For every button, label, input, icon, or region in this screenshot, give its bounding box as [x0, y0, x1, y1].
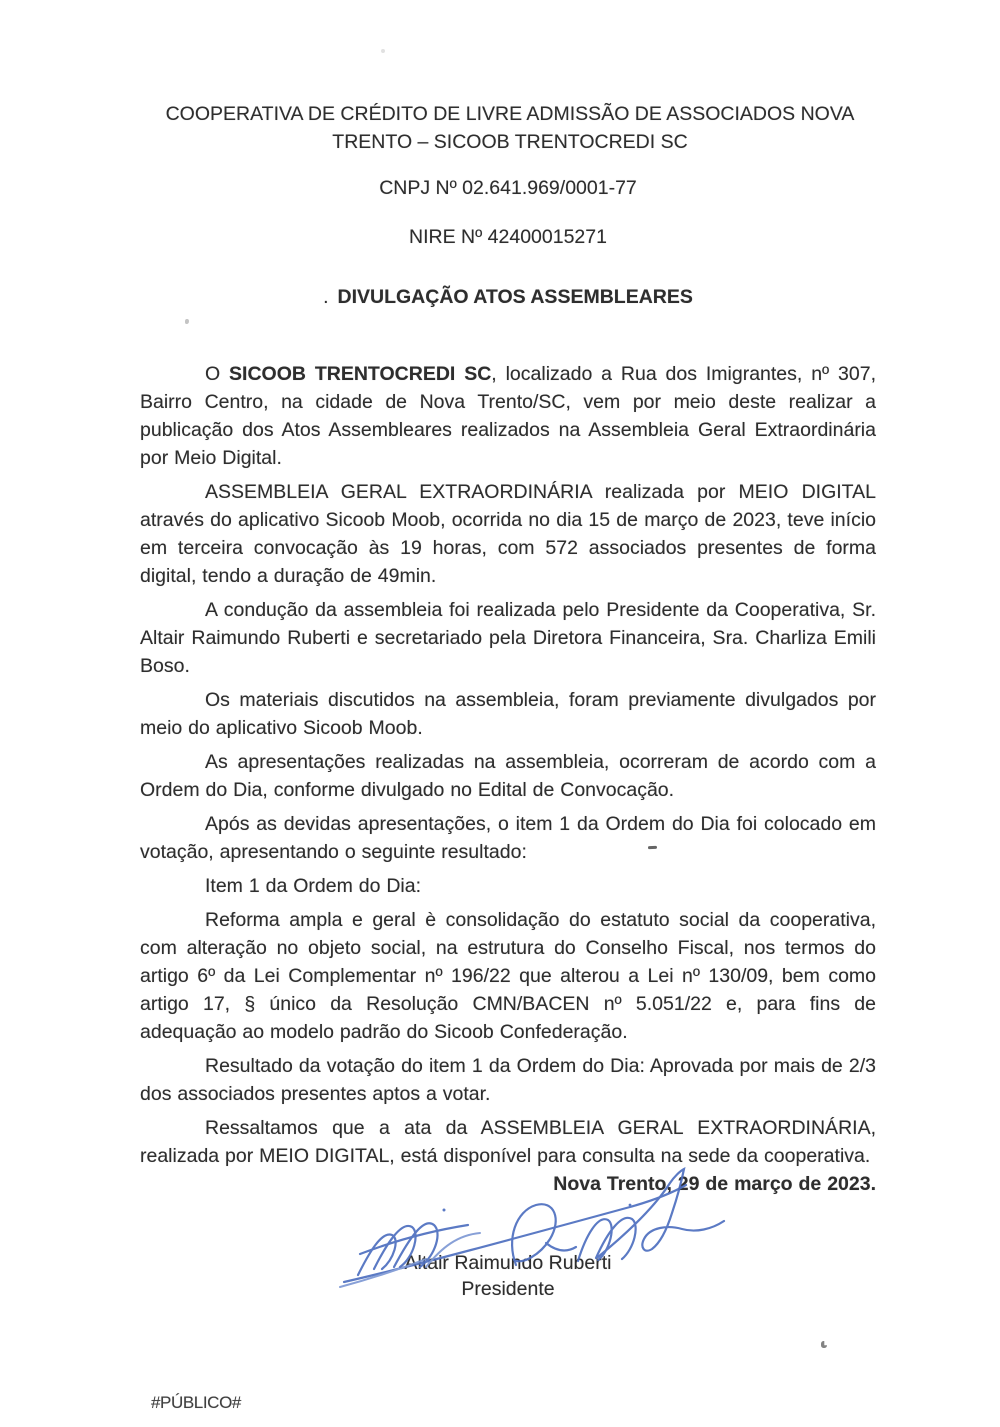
scan-artifact-dash	[648, 846, 657, 849]
intro-rest: , localizado a Rua dos Imigrantes, nº 307, Bairro Centro, na cidade de Nova Trento/SC, vem por meio deste realizar a publicação dos Atos Assembleares realizados na Assembleia Geral Extraordinária por Meio Digital.	[140, 363, 876, 469]
nire-line: NIRE Nº 42400015271	[409, 226, 607, 248]
company-name-bold: SICOOB TRENTOCREDI SC	[229, 363, 492, 385]
title-text: DIVULGAÇÃO ATOS ASSEMBLEARES	[337, 286, 693, 308]
paragraph-materiais: Os materiais discutidos na assembleia, foram previamente divulgados por meio do aplicativo Sicoob Moob.	[140, 689, 876, 739]
signatory-role: Presidente	[461, 1278, 555, 1300]
intro-prefix: O	[205, 363, 230, 385]
date-line: Nova Trento, 29 de março de 2023.	[553, 1173, 876, 1195]
document-body	[140, 101, 876, 1302]
signature-block	[140, 1250, 876, 1302]
paragraph-votacao: Após as devidas apresentações, o item 1 da Ordem do Dia foi colocado em votação, apresentando o seguinte resultado:	[140, 813, 876, 863]
org-name-line1: COOPERATIVA DE CRÉDITO DE LIVRE ADMISSÃO DE ASSOCIADOS NOVA	[165, 103, 855, 125]
signatory-name: Altair Raimundo Ruberti	[404, 1252, 612, 1274]
document-title	[140, 283, 876, 311]
paragraph-assembleia-digital: ASSEMBLEIA GERAL EXTRAORDINÁRIA realizada por MEIO DIGITAL através do aplicativo Sicoob Moob, ocorrida no dia 15 de março de 2023, teve início em terceira convocação às 19 horas, com 572 associados presentes de forma digital, tendo a duração de 49min.	[140, 481, 876, 587]
paragraph-reforma-estatuto: Reforma ampla e geral è consolidação do estatuto social da cooperativa, com alteração no objeto social, na estrutura do Conselho Fiscal, nos termos do artigo 6º da Lei Complementar nº 196/22 que alterou a Lei nº 130/09, bem como artigo 17, § único da Resolução CMN/BACEN nº 5.051/22 e, para fins de adequação ao modelo padrão do Sicoob Confederação.	[140, 909, 876, 1043]
paragraph-intro	[140, 360, 876, 472]
classification-footer-tag: #PÚBLICO#	[151, 1393, 241, 1412]
scan-artifact-hook	[821, 1341, 827, 1348]
title-stray-dot: .	[323, 286, 329, 308]
paragraph-item1-heading: Item 1 da Ordem do Dia:	[205, 875, 422, 897]
paragraph-resultado: Resultado da votação do item 1 da Ordem do Dia: Aprovada por mais de 2/3 dos associados presentes aptos a votar.	[140, 1055, 876, 1105]
cnpj-line: CNPJ Nº 02.641.969/0001-77	[379, 177, 637, 199]
org-name-line2: TRENTO – SICOOB TRENTOCREDI SC	[332, 130, 688, 153]
paragraph-ata-disponivel: Ressaltamos que a ata da ASSEMBLEIA GERAL EXTRAORDINÁRIA, realizada por MEIO DIGITAL, está disponível para consulta na sede da cooperativa.	[140, 1117, 876, 1167]
scan-artifact-dot	[381, 49, 385, 53]
paragraph-apresentacoes: As apresentações realizadas na assembleia, ocorreram de acordo com a Ordem do Dia, conforme divulgado no Edital de Convocação.	[140, 751, 876, 801]
paragraph-conducao: A condução da assembleia foi realizada pelo Presidente da Cooperativa, Sr. Altair Raimundo Ruberti e secretariado pela Diretora Financeira, Sra. Charliza Emili Boso.	[140, 599, 876, 677]
